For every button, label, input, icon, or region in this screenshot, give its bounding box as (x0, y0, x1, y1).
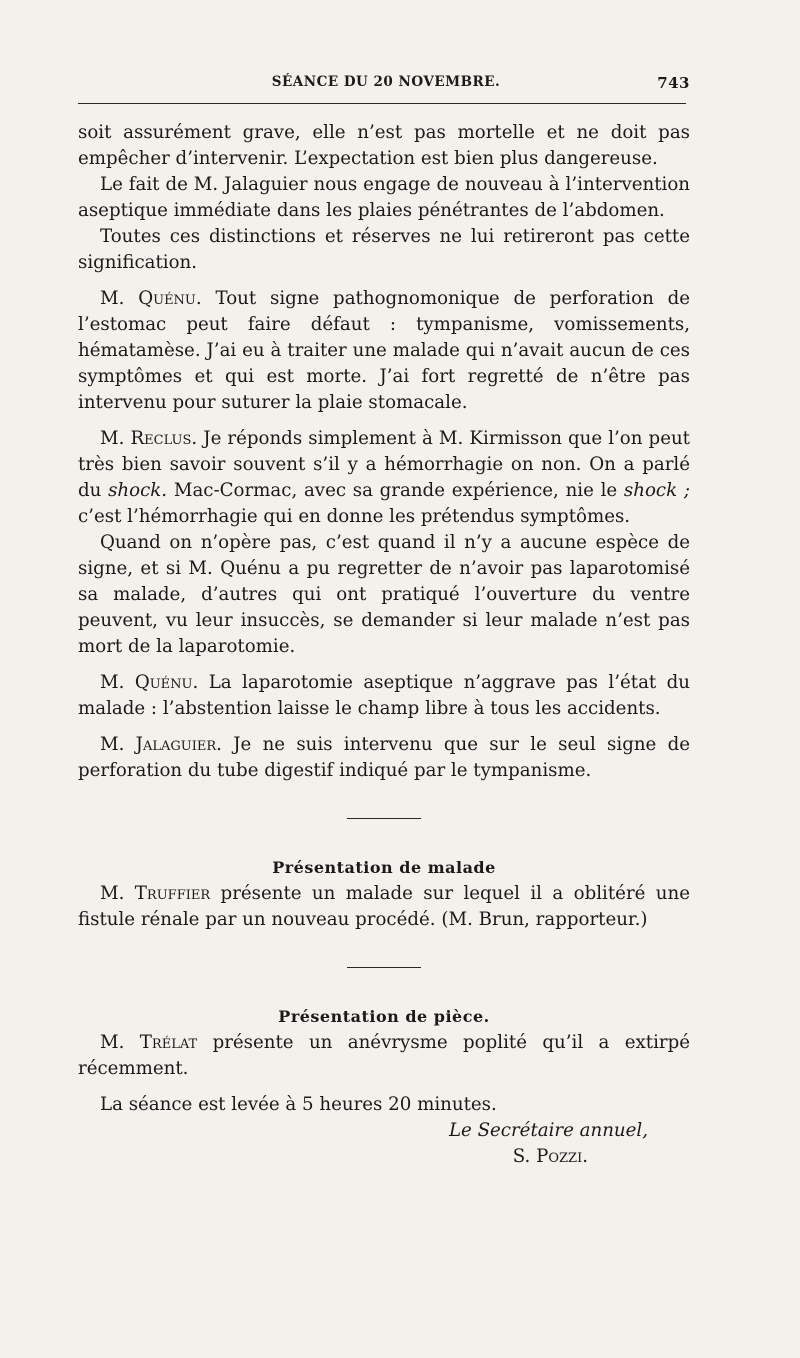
closing-text: La séance est levée à 5 heures 20 minutes. (100, 1094, 497, 1115)
section-title-piece: Présentation de pièce. (278, 1007, 490, 1026)
signature-role: Le Secrétaire annuel, (448, 1120, 648, 1141)
body-text (78, 120, 690, 1170)
paragraph-quenu-2 (78, 670, 690, 722)
paragraph-jalaguier (78, 732, 690, 784)
speech-text: Je réponds simplement à M. Kirmisson que l’on peut très bien savoir souvent s’il y a hémorrhagie on non. On a parlé du (78, 428, 690, 501)
paragraph-trelat (78, 1030, 690, 1082)
signature-name: S. Pozzi. (512, 1146, 588, 1167)
paragraph-reclus (78, 426, 690, 530)
running-title: SÉANCE DU 20 NOVEMBRE. (271, 74, 501, 90)
document-page (78, 0, 694, 1358)
speaker-name: M. Truffier (100, 883, 211, 904)
paragraph-1-text: soit assurément grave, elle n’est pas mortelle et ne doit pas empêcher d’intervenir. L’expectation est bien plus dangereuse. (78, 122, 690, 169)
paragraph-quenu-1 (78, 286, 690, 416)
paragraph-truffier (78, 881, 690, 933)
speaker-name: M. Jalaguier. (100, 734, 222, 755)
closing-line (78, 1092, 690, 1118)
italic-term: shock ; (623, 480, 690, 501)
section-separator (347, 967, 421, 968)
speech-text: présente un anévrysme poplité qu’il a extirpé récemment. (78, 1032, 690, 1079)
speaker-name: M. Reclus. (100, 428, 198, 449)
speech-text: c’est l’hémorrhagie qui en donne les prétendus symptômes. (78, 506, 631, 527)
italic-term: shock. (108, 480, 168, 501)
section-separator (347, 818, 421, 819)
speech-text: Mac-Cormac, avec sa grande expérience, nie le (173, 480, 618, 501)
speech-text: La laparotomie aseptique n’aggrave pas l’état du malade : l’abstention laisse le champ libre à tous les accidents. (78, 672, 690, 719)
page-number: 743 (657, 74, 690, 92)
paragraph-3-text: Toutes ces distinctions et réserves ne lui retireront pas cette signification. (78, 226, 690, 273)
running-head (78, 74, 694, 98)
speech-text: Tout signe pathognomonique de perforation de l’estomac peut faire défaut : tympanisme, vomissements, hématamèse. J’ai eu à traiter une malade qui n’avait aucun de ces symptômes et qui est morte. J’ai fort regretté de n’être pas intervenu pour suturer la plaie stomacale. (78, 288, 690, 413)
paragraph-6-text: Quand on n’opère pas, c’est quand il n’y a aucune espèce de signe, et si M. Quénu a pu regretter de n’avoir pas laparotomisé sa malade, d’autres qui ont pratiqué l’ouverture du ventre peuvent, vu leur insuccès, se demander si leur malade n’est pas mort de la laparotomie. (78, 532, 690, 657)
paragraph-2-text: Le fait de M. Jalaguier nous engage de nouveau à l’intervention aseptique immédiate dans les plaies pénétrantes de l’abdomen. (78, 174, 690, 221)
speaker-name: M. Quénu. (100, 288, 202, 309)
paragraph-2 (78, 172, 690, 224)
speaker-name: M. Quénu. (100, 672, 199, 693)
header-rule (78, 103, 686, 104)
paragraph-6 (78, 530, 690, 660)
speaker-name: M. Trélat (100, 1032, 198, 1053)
section-title-malade: Présentation de malade (272, 858, 496, 877)
speech-text: présente un malade sur lequel il a oblitéré une fistule rénale par un nouveau procédé. (M. Brun, rapporteur.) (78, 883, 690, 930)
paragraph-3 (78, 224, 690, 276)
speech-text: Je ne suis intervenu que sur le seul signe de perforation du tube digestif indiqué par le tympanisme. (78, 734, 691, 781)
paragraph-1 (78, 120, 690, 172)
